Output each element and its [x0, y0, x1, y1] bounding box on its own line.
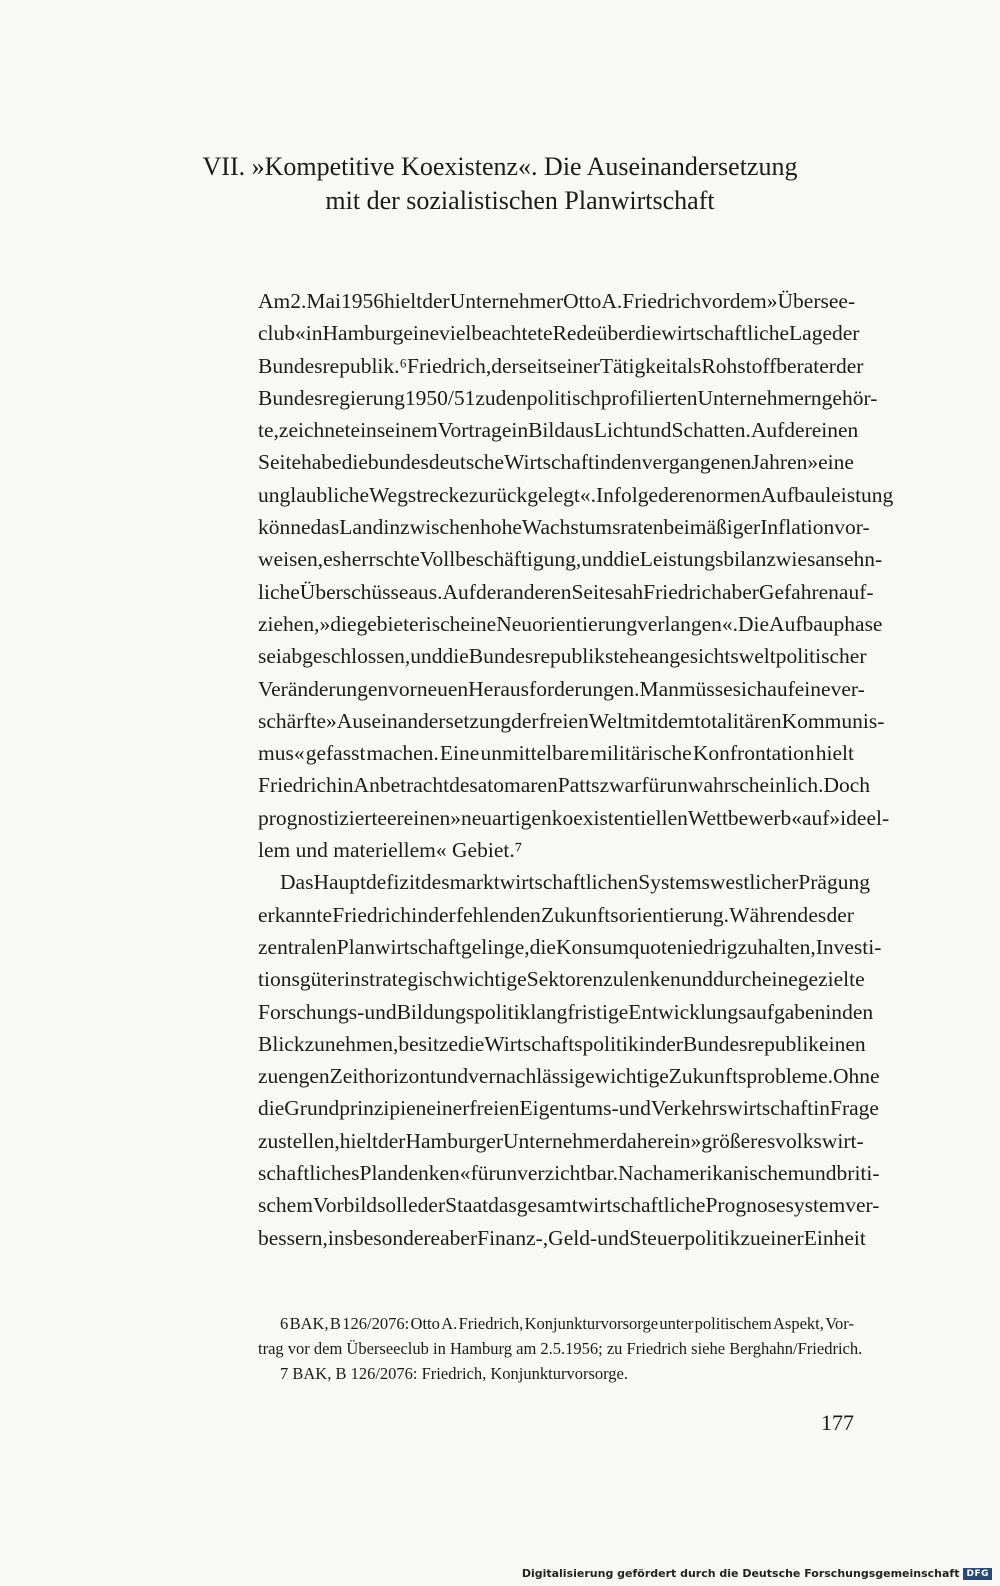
text-line: Bundesregierung 1950/51 zu den politisch profilierten Unternehmern gehör- — [258, 385, 878, 410]
text-line: unglaubliche Wegstrecke zurückgelegt«. Infolge der enormen Aufbauleistung — [258, 482, 894, 507]
chapter-heading — [0, 150, 1000, 218]
chapter-heading-line-2: mit der sozialistischen Planwirtschaft — [325, 186, 715, 215]
text-line: Veränderungen vor neuen Herausforderungen. Man müsse sich auf eine ver- — [258, 676, 865, 701]
text-line: Bundesrepublik.⁶ Friedrich, der seit seiner Tätigkeit als Rohstoffberater der — [258, 353, 864, 378]
text-line: erkannte Friedrich in der fehlenden Zukunftsorientierung. Während es der — [258, 902, 854, 927]
text-line: club« in Hamburg eine viel beachtete Rede über die wirtschaftliche Lage der — [258, 321, 860, 346]
text-line: liche Überschüsse aus. Auf der anderen Seite sah Friedrich aber Gefahren auf- — [258, 579, 874, 604]
footnote-line: 6 BAK, B 126/2076: Otto A. Friedrich, Konjunkturvorsorge unter politischem Aspekt, Vor- — [280, 1314, 854, 1333]
text-line: ziehen, »die gebieterisch eine Neuorientierung verlangen«. Die Aufbauphase — [258, 611, 883, 636]
footnotes — [258, 1311, 863, 1386]
paragraph-1 — [258, 285, 894, 866]
text-line: Friedrich in Anbetracht des atomaren Patts zwar für unwahrscheinlich. Doch — [258, 773, 871, 798]
text-line: könne das Land inzwischen hohe Wachstumsraten bei mäßiger Inflation vor- — [258, 515, 870, 540]
text-line: zentralen Planwirtschaft gelinge, die Konsumquote niedrig zu halten, Investi- — [258, 934, 882, 959]
footer-text: Digitalisierung gefördert durch die Deutsche Forschungsgemeinschaft — [521, 1567, 960, 1580]
text-line: schärfte »Auseinandersetzung der freien Welt mit dem totalitären Kommunis- — [258, 708, 885, 733]
text-line: sei abgeschlossen, und die Bundesrepublik stehe angesichts weltpolitischer — [258, 644, 867, 669]
dfg-logo: DFG — [963, 1568, 992, 1580]
paragraph-2 — [258, 866, 882, 1254]
footnote-line: 7 BAK, B 126/2076: Friedrich, Konjunkturvorsorge. — [280, 1364, 629, 1383]
text-line: zu engen Zeithorizont und vernachlässige wichtige Zukunftsprobleme. Ohne — [258, 1064, 880, 1089]
footnote-line: trag vor dem Überseeclub in Hamburg am 2.5.1956; zu Friedrich siehe Berghahn/Friedrich. — [258, 1339, 863, 1358]
text-line: Am 2. Mai 1956 hielt der Unternehmer Otto A. Friedrich vor dem »Übersee- — [258, 289, 856, 313]
text-line: bessern, insbesondere aber Finanz-, Geld- und Steuerpolitik zu einer Einheit — [258, 1225, 866, 1250]
text-line: te, zeichnete in seinem Vortrag ein Bild aus Licht und Schatten. Auf der einen — [258, 418, 859, 443]
text-line: weisen, es herrschte Vollbeschäftigung, und die Leistungsbilanz wies ansehn- — [258, 547, 883, 572]
text-line: Das Hauptdefizit des marktwirtschaftlichen Systems westlicher Prägung — [280, 870, 870, 895]
text-line: tionsgüter in strategisch wichtige Sektoren zu lenken und durch eine gezielte — [258, 967, 865, 992]
text-line: prognostizierte er einen »neuartigen koexistentiellen Wettbewerb« auf »ideel- — [258, 805, 890, 830]
text-line: schem Vorbild solle der Staat das gesamtwirtschaftliche Prognosesystem ver- — [258, 1193, 880, 1218]
body-text — [258, 285, 894, 1254]
text-line: die Grundprinzipien einer freien Eigentums- und Verkehrswirtschaft in Frage — [258, 1096, 879, 1121]
text-line: Blick zu nehmen, besitze die Wirtschaftspolitik in der Bundesrepublik einen — [258, 1031, 866, 1056]
text-line: zu stellen, hielt der Hamburger Unternehmer daher ein »größeres volkswirt- — [258, 1128, 864, 1153]
text-line: lem und materiellem« Gebiet.⁷ — [258, 838, 523, 863]
text-line: Seite habe die bundesdeutsche Wirtschaft in den vergangenen Jahren »eine — [258, 450, 854, 475]
text-line: mus« gefasst machen. Eine unmittelbare militärische Konfrontation hielt — [258, 741, 854, 766]
text-line: Forschungs- und Bildungspolitik langfristige Entwicklungsaufgaben in den — [258, 999, 874, 1024]
chapter-heading-line-1: VII. »Kompetitive Koexistenz«. Die Auseinandersetzung — [202, 152, 798, 181]
text-line: schaftliches Plandenken« für unverzichtbar. Nach amerikanischem und briti- — [258, 1161, 880, 1186]
digitization-footer — [522, 1567, 992, 1580]
page-number: 177 — [821, 1410, 854, 1435]
